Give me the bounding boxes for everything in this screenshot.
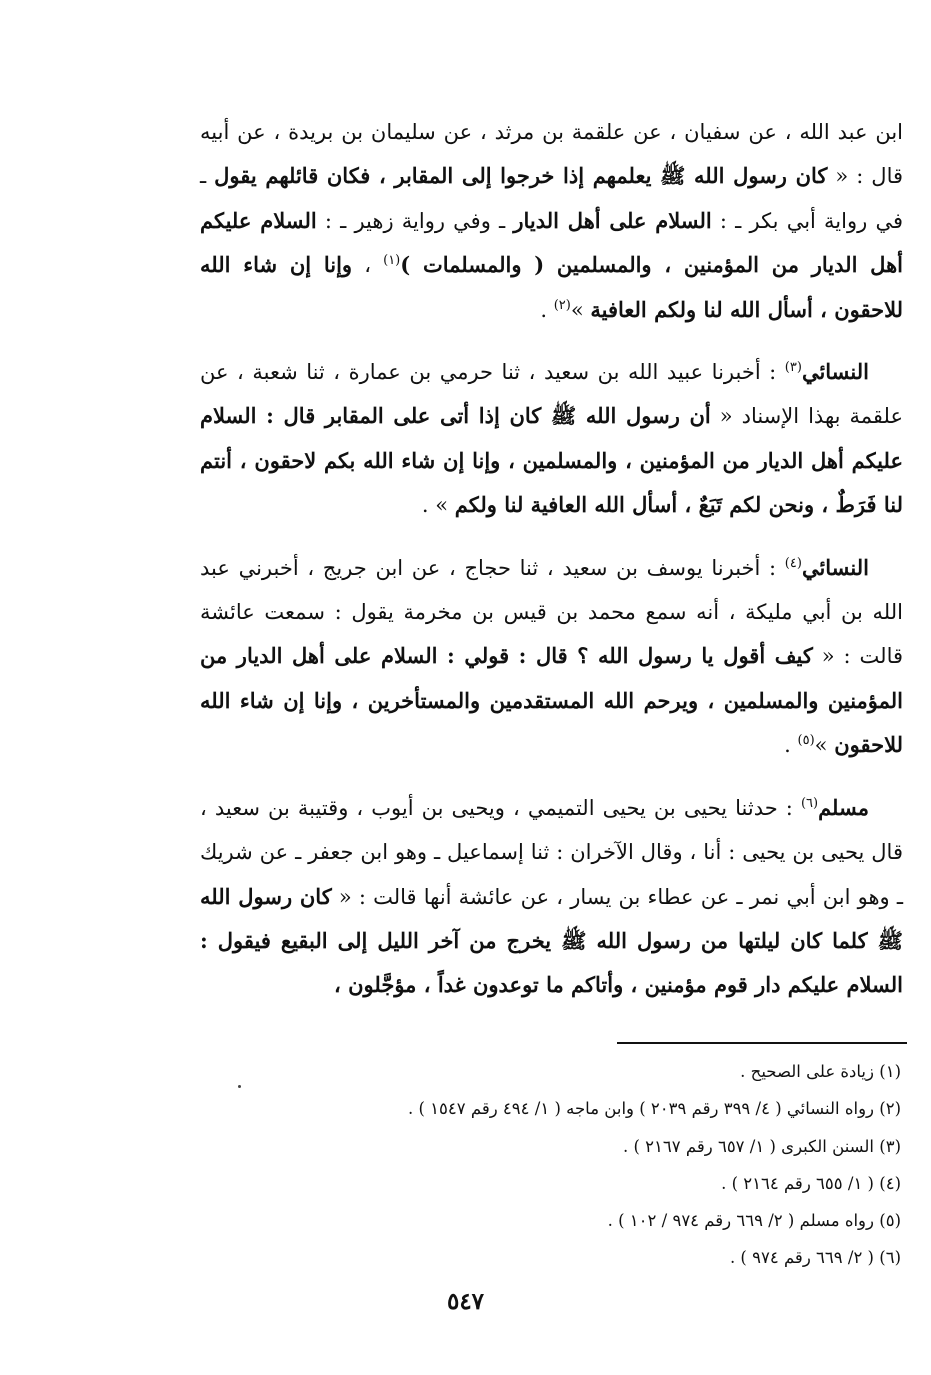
quote-segment: السلام عليكم أهل الديار من المؤمنين ، والمسلمين ( والمسلمات ) bbox=[200, 207, 903, 278]
quote-segment: السلام على أهل الديار bbox=[513, 207, 712, 233]
footnote-ref-4[interactable]: (٤) bbox=[784, 555, 802, 571]
quote-segment: كان رسول الله ﷺ كلما كان ليلتها من رسول الله ﷺ يخرج من آخر الليل إلى البقيع فيقول : السلام عليكم دار قوم مؤمنين ، وأتاكم ما توعدون غداً ، مؤجَّلون ، bbox=[200, 883, 903, 998]
footnote-5: (٥) رواه مسلم ( ٢/ ٦٦٩ رقم ٩٧٤ / ١٠٢ ) . bbox=[607, 1211, 901, 1231]
quote-segment: كيف أقول يا رسول الله ؟ قال : قولي : السلام على أهل الديار من المؤمنين والمسلمين ، ويرحم الله المستقدمين والمستأخرين ، وإنا إن شاء الله للاحقون bbox=[200, 643, 903, 758]
segment: . bbox=[784, 733, 798, 758]
footnote-2: (٢) رواه النسائي ( ٤/ ٣٩٩ رقم ٢٠٣٩ ) وابن ماجه ( ١/ ٤٩٤ رقم ١٥٤٧ ) . bbox=[407, 1099, 901, 1119]
segment: . bbox=[540, 297, 554, 322]
segment: » bbox=[570, 297, 591, 322]
segment: ـ في رواية أبي بكر ـ : bbox=[200, 164, 903, 233]
footnote-ref-2[interactable]: (٢) bbox=[553, 297, 571, 313]
quote-segment: وإنا إن شاء الله للاحقون ، أسأل الله لنا ولكم العافية bbox=[200, 252, 903, 322]
quote-segment: كان رسول الله ﷺ يعلمهم إذا خرجوا إلى المقابر ، فكان قائلهم يقول bbox=[214, 163, 828, 189]
segment: ، bbox=[352, 253, 384, 278]
paragraph-1 bbox=[200, 110, 903, 332]
quote-segment: أن رسول الله ﷺ كان إذا أتى على المقابر قال : السلام عليكم أهل الديار من المؤمنين ، والمسلمين ، وإنا إن شاء الله بكم لاحقون ، أنتم لنا فَرَطٌ ، ونحن لكم تَبَعٌ ، أسأل الله العافية لنا ولكم bbox=[200, 403, 903, 518]
segment: : حدثنا يحيى بن يحيى التميمي ، ويحيى بن أيوب ، وقتيبة بن سعيد ، قال يحيى بن يحيى : أنا ، وقال الآخران : ثنا إسماعيل ـ وهو ابن جعفر ـ عن شريك ـ وهو ابن أبي نمر ـ عن عطاء بن يسار ، عن عائشة أنها قالت : « bbox=[200, 795, 903, 909]
segment: » . bbox=[421, 493, 455, 518]
footnote-6: (٦) ( ٢/ ٦٦٩ رقم ٩٧٤ ) . bbox=[729, 1248, 901, 1268]
footnote-ref-6[interactable]: (٦) bbox=[800, 795, 819, 811]
main-text bbox=[200, 110, 903, 1026]
footnotes bbox=[200, 1053, 901, 1277]
paragraph-3 bbox=[200, 546, 903, 768]
segment: ـ وفي رواية زهير ـ : bbox=[316, 208, 514, 233]
footnote-divider bbox=[617, 1042, 907, 1044]
footnote-ref-3[interactable]: (٣) bbox=[784, 360, 802, 376]
segment: » bbox=[814, 733, 835, 758]
footnote-ref-5[interactable]: (٥) bbox=[797, 733, 815, 749]
page-number: ٥٤٧ bbox=[446, 1288, 485, 1315]
footnote-1: (١) زيادة على الصحيح . bbox=[740, 1062, 901, 1081]
paragraph-2 bbox=[200, 350, 903, 528]
footnote-ref-1[interactable]: (١) bbox=[383, 253, 401, 269]
footnote-3: (٣) السنن الكبرى ( ١/ ٦٥٧ رقم ٢١٦٧ ) . bbox=[623, 1136, 901, 1156]
segment: : أخبرنا عبيد الله بن سعيد ، ثنا حرمي بن عمارة ، ثنا شعبة ، عن علقمة بهذا الإسناد « bbox=[200, 360, 903, 429]
source-name: النسائي bbox=[801, 554, 869, 580]
source-name: النسائي bbox=[801, 359, 869, 385]
segment: : أخبرنا يوسف بن سعيد ، ثنا حجاج ، عن ابن جريج ، أخبرني عبد الله بن أبي مليكة ، أنه سمع محمد بن قيس بن مخرمة يقول : سمعت عائشة قالت : « bbox=[200, 555, 903, 669]
source-name: مسلم bbox=[818, 794, 869, 820]
segment: ابن عبد الله ، عن سفيان ، عن علقمة بن مرثد ، عن سليمان بن بريدة ، عن أبيه قال : « bbox=[200, 120, 903, 189]
paragraph-4 bbox=[200, 786, 903, 1008]
footnote-4: (٤) ( ١/ ٦٥٥ رقم ٢١٦٤ ) . bbox=[721, 1173, 901, 1193]
